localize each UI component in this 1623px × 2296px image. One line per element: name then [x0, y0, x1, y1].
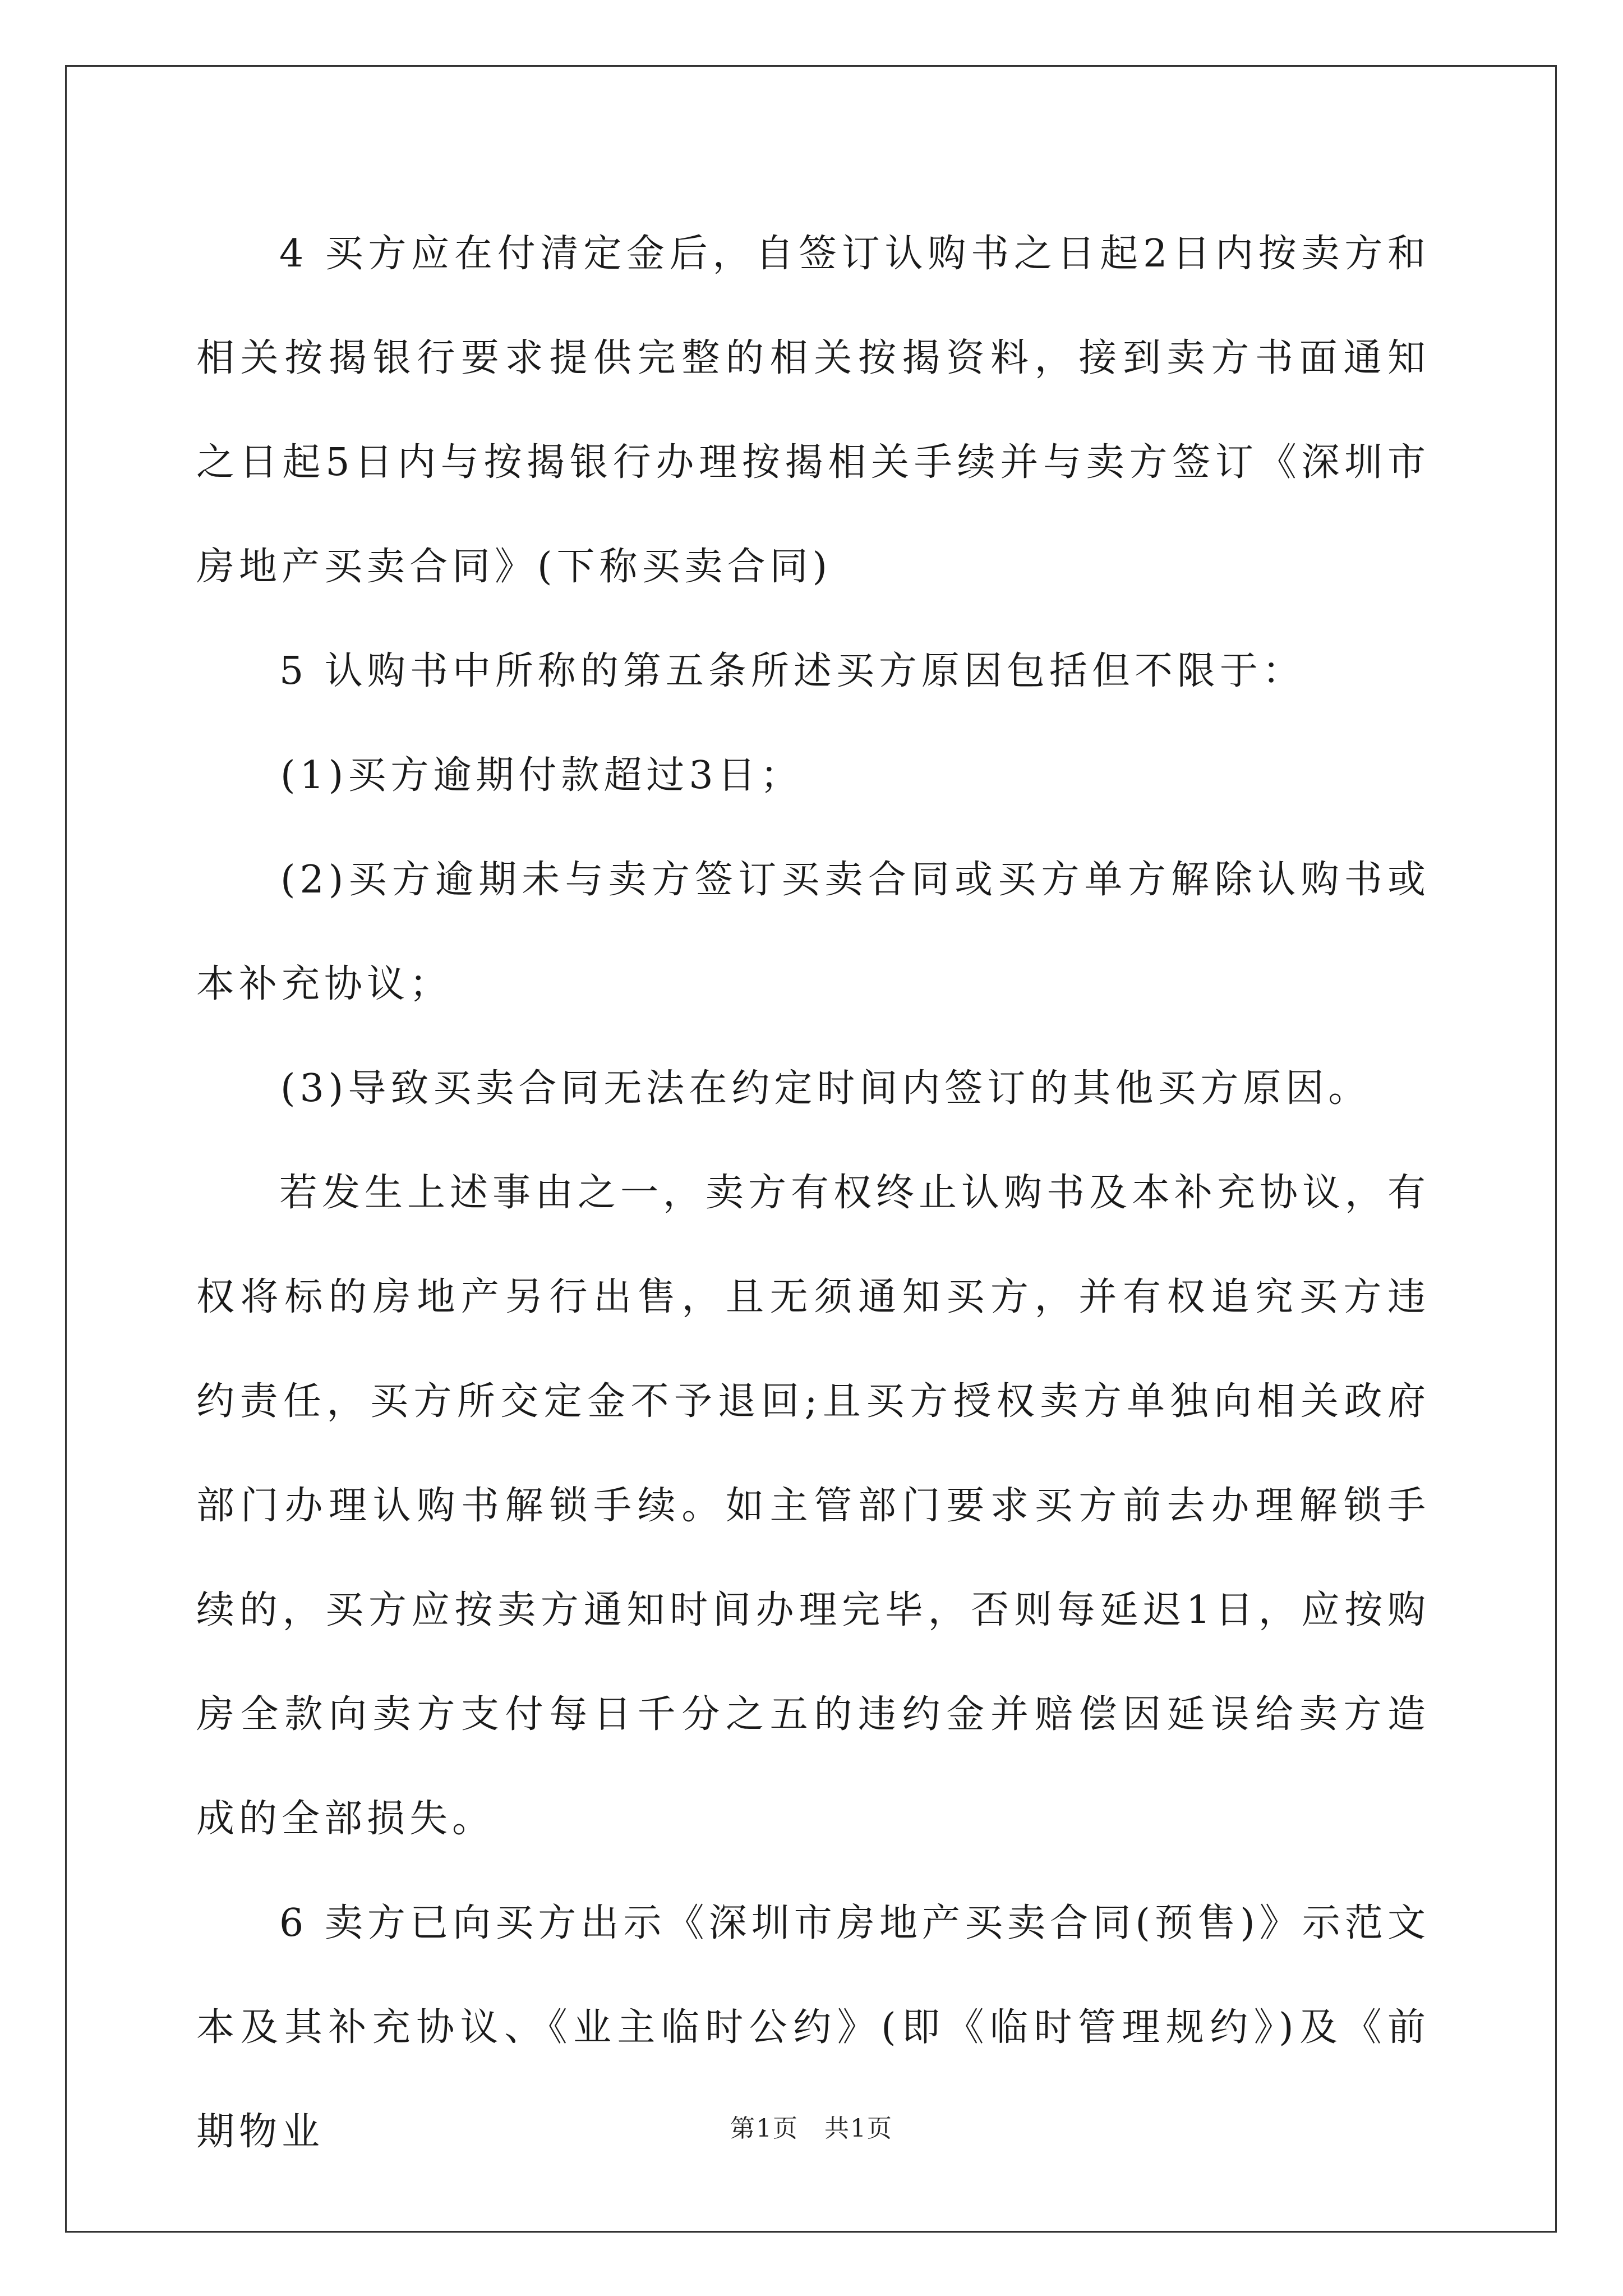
- paragraph-item-1: (1)买方逾期付款超过3日；: [280, 753, 803, 798]
- page-number-footer: 第1页 共1页: [730, 2114, 893, 2143]
- paragraph-clause-5: 5 认购书中所称的第五条所述买方原因包括但不限于：: [279, 649, 1305, 693]
- paragraph-clause-4: 4 买方应在付清定金后，自签订认购书之日起2日内按卖方和相关按揭银行要求提供完整的相关按揭资料，接到卖方书面通知之日起5日内与按揭银行办理按揭相关手续并与卖方签订《深圳市房地产买卖合同》(下称买卖合同): [196, 232, 1430, 589]
- paragraph-clause-6: 6 卖方已向买方出示《深圳市房地产买卖合同(预售)》示范文本及其补充协议、《业主临时公约》(即《临时管理规约》)及《前期物业: [196, 1901, 1430, 2154]
- paragraph-termination: 若发生上述事由之一，卖方有权终止认购书及本补充协议，有权将标的房地产另行出售，且无须通知买方，并有权追究买方违约责任，买方所交定金不予退回;且买方授权卖方单独向相关政府部门办理认购书解锁手续。如主管部门要求买方前去办理解锁手续的，买方应按卖方通知时间办理完毕，否则每延迟1日，应按购房全款向卖方支付每日千分之五的违约金并赔偿因延误给卖方造成的全部损失。: [196, 1171, 1431, 1841]
- document-body: [196, 202, 1430, 2184]
- paragraph-item-2: (2)买方逾期未与卖方签订买卖合同或买方单方解除认购书或本补充协议；: [196, 858, 1430, 1006]
- paragraph-item-3: (3)导致买卖合同无法在约定时间内签订的其他买方原因。: [280, 1066, 1371, 1111]
